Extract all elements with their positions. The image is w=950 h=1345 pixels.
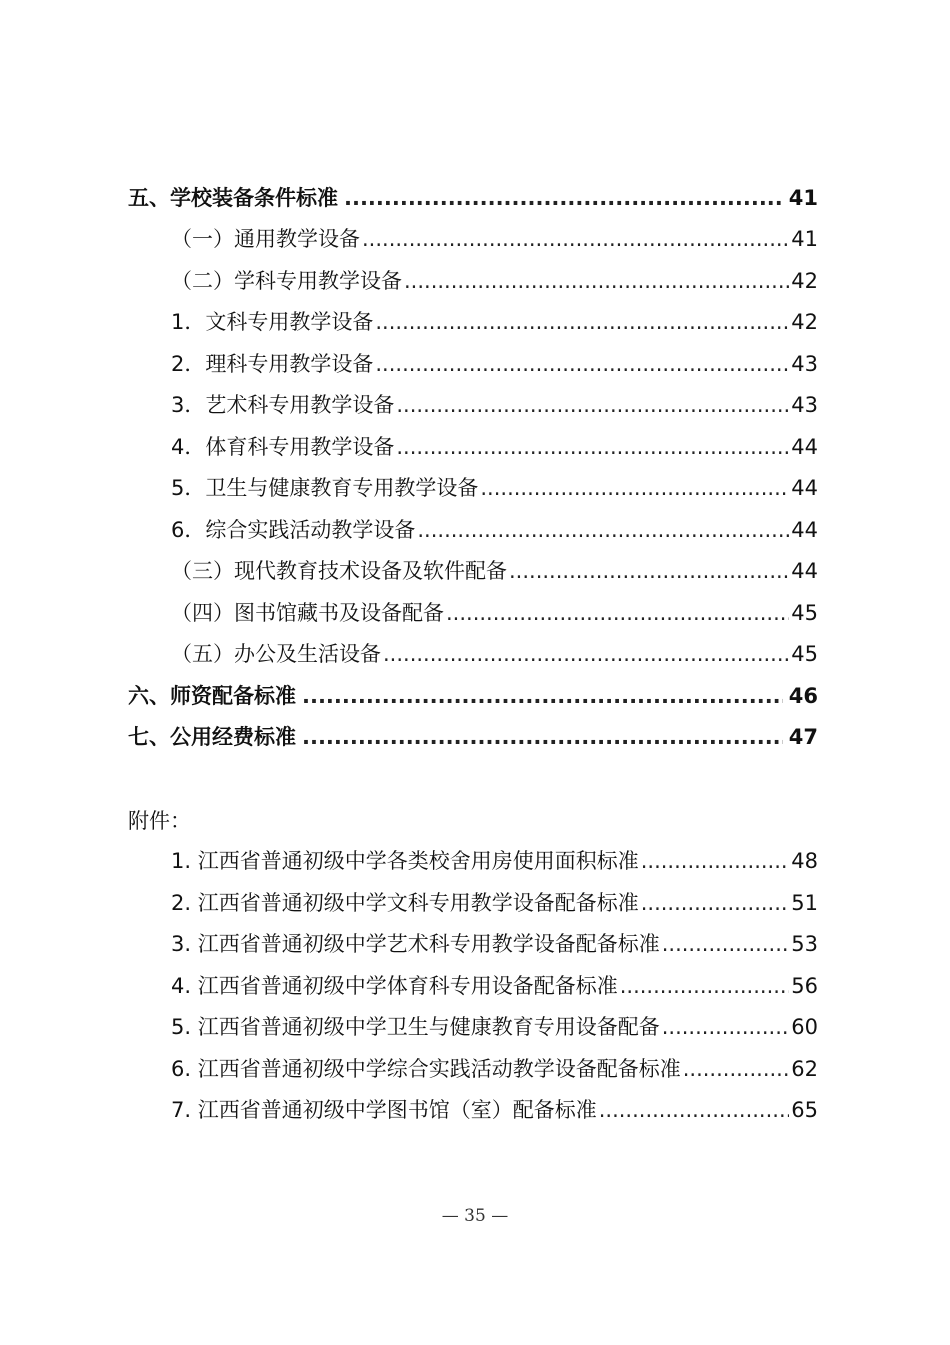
dot-leader bbox=[683, 1056, 790, 1082]
dot-leader bbox=[620, 973, 790, 999]
attachment-page: 53 bbox=[791, 932, 818, 956]
toc-entry-page: 44 bbox=[791, 559, 818, 583]
toc-entry bbox=[128, 185, 818, 211]
attachment-title: 4. 江西省普通初级中学体育科专用设备配备标准 bbox=[171, 974, 618, 998]
attachment-title: 6. 江西省普通初级中学综合实践活动教学设备配备标准 bbox=[171, 1057, 681, 1081]
toc-entry bbox=[171, 268, 818, 294]
attachment-entry bbox=[171, 890, 818, 916]
dot-leader bbox=[599, 1097, 790, 1123]
toc-entry-page: 44 bbox=[791, 435, 818, 459]
toc-entry-page: 41 bbox=[788, 186, 818, 210]
dot-leader bbox=[480, 475, 789, 501]
attachment-entry bbox=[171, 931, 818, 957]
attachment-page: 62 bbox=[791, 1057, 818, 1081]
dot-leader bbox=[509, 558, 789, 584]
toc-entry-page: 43 bbox=[791, 352, 818, 376]
toc-entry-page: 44 bbox=[791, 476, 818, 500]
toc-entry-title: 六、师资配备标准 bbox=[128, 684, 296, 708]
toc-entry-page: 45 bbox=[791, 642, 818, 666]
toc-entry-page: 43 bbox=[791, 393, 818, 417]
attachment-entry bbox=[171, 1056, 818, 1082]
dot-leader bbox=[446, 600, 789, 626]
attachment-title: 7. 江西省普通初级中学图书馆（室）配备标准 bbox=[171, 1098, 597, 1122]
toc-entry-page: 47 bbox=[788, 725, 818, 749]
toc-entry-title: 2．理科专用教学设备 bbox=[171, 352, 374, 376]
page-number-footer: — 35 — bbox=[441, 1206, 509, 1226]
toc-entry bbox=[171, 309, 818, 335]
attachment-page: 51 bbox=[791, 891, 818, 915]
attachment-entry bbox=[171, 848, 818, 874]
toc-entry-title: 五、学校装备条件标准 bbox=[128, 186, 338, 210]
attachment-page: 48 bbox=[791, 849, 818, 873]
toc-entry bbox=[171, 475, 818, 501]
attachments-label: 附件： bbox=[128, 809, 191, 833]
toc-entry-title: （二）学科专用教学设备 bbox=[171, 269, 402, 293]
dot-leader bbox=[302, 683, 783, 709]
toc-entry-title: 3．艺术科专用教学设备 bbox=[171, 393, 395, 417]
dot-leader bbox=[662, 1014, 790, 1040]
attachment-page: 60 bbox=[791, 1015, 818, 1039]
dot-leader bbox=[383, 641, 789, 667]
dot-leader bbox=[396, 434, 789, 460]
toc-entry-page: 44 bbox=[791, 518, 818, 542]
toc-entry-title: （一）通用教学设备 bbox=[171, 227, 360, 251]
attachment-page: 65 bbox=[791, 1098, 818, 1122]
dot-leader bbox=[641, 848, 790, 874]
attachment-entry bbox=[171, 1014, 818, 1040]
toc-entry-title: 4．体育科专用教学设备 bbox=[171, 435, 395, 459]
attachment-title: 2. 江西省普通初级中学文科专用教学设备配备标准 bbox=[171, 891, 639, 915]
toc-entry-page: 45 bbox=[791, 601, 818, 625]
toc-entry bbox=[171, 600, 818, 626]
dot-leader bbox=[344, 185, 783, 211]
attachment-entry bbox=[171, 973, 818, 999]
toc-entry-title: 6．综合实践活动教学设备 bbox=[171, 518, 416, 542]
toc-entry-title: 七、公用经费标准 bbox=[128, 725, 296, 749]
dot-leader bbox=[302, 724, 783, 750]
dot-leader bbox=[396, 392, 789, 418]
toc-entry bbox=[171, 434, 818, 460]
toc-entry bbox=[171, 351, 818, 377]
toc-entry-title: 1．文科专用教学设备 bbox=[171, 310, 374, 334]
toc-entry-title: （四）图书馆藏书及设备配备 bbox=[171, 601, 444, 625]
attachment-title: 3. 江西省普通初级中学艺术科专用教学设备配备标准 bbox=[171, 932, 660, 956]
toc-entry-page: 42 bbox=[791, 310, 818, 334]
toc-entry-title: （三）现代教育技术设备及软件配备 bbox=[171, 559, 507, 583]
dot-leader bbox=[404, 268, 789, 294]
toc-entry bbox=[171, 558, 818, 584]
dot-leader bbox=[662, 931, 790, 957]
toc-entry bbox=[128, 724, 818, 750]
toc-entry bbox=[171, 226, 818, 252]
attachment-page: 56 bbox=[791, 974, 818, 998]
toc-entry-page: 42 bbox=[791, 269, 818, 293]
attachment-title: 1. 江西省普通初级中学各类校舍用房使用面积标准 bbox=[171, 849, 639, 873]
toc-entry-page: 41 bbox=[791, 227, 818, 251]
toc-entry-page: 46 bbox=[788, 684, 818, 708]
dot-leader bbox=[362, 226, 789, 252]
toc-entry bbox=[128, 683, 818, 709]
attachment-entry bbox=[171, 1097, 818, 1123]
toc-entry bbox=[171, 517, 818, 543]
toc-entry-title: 5．卫生与健康教育专用教学设备 bbox=[171, 476, 479, 500]
dot-leader bbox=[375, 351, 789, 377]
attachment-title: 5. 江西省普通初级中学卫生与健康教育专用设备配备 bbox=[171, 1015, 660, 1039]
dot-leader bbox=[641, 890, 790, 916]
toc-entry-title: （五）办公及生活设备 bbox=[171, 642, 381, 666]
toc-entry bbox=[171, 392, 818, 418]
dot-leader bbox=[375, 309, 789, 335]
dot-leader bbox=[417, 517, 789, 543]
toc-entry bbox=[171, 641, 818, 667]
